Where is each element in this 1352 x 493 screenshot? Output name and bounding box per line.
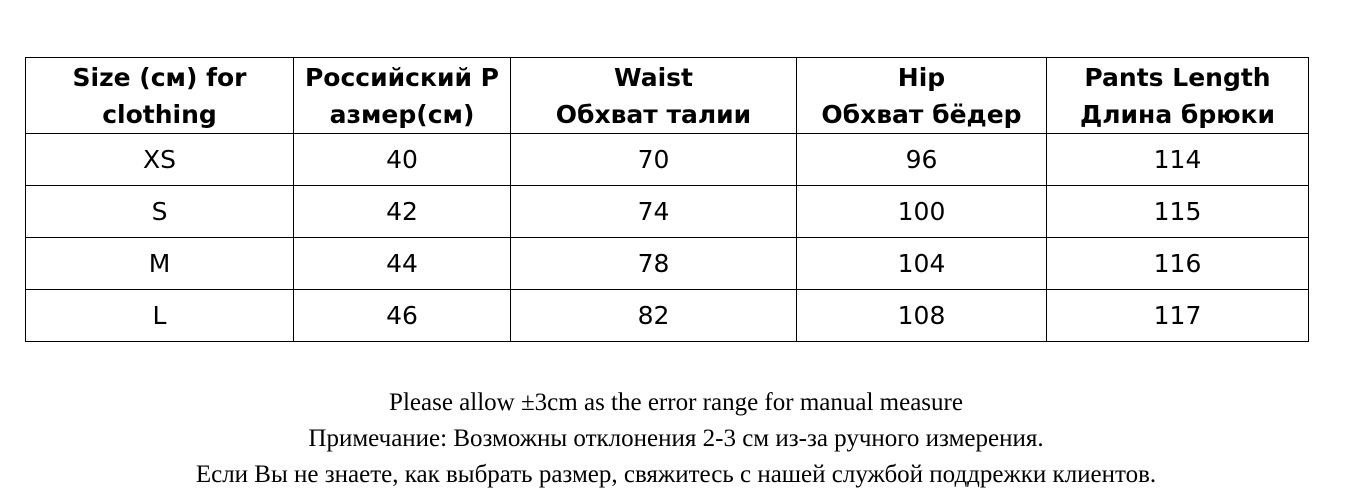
cell-russian-size: 42 <box>294 186 511 238</box>
table-row <box>26 134 1309 186</box>
header-line: Длина брюки <box>1079 99 1276 129</box>
cell-russian-size: 40 <box>294 134 511 186</box>
header-line: Waist <box>614 62 693 92</box>
cell-hip: 96 <box>797 134 1047 186</box>
cell-size: S <box>26 186 294 238</box>
cell-pants-length: 115 <box>1047 186 1309 238</box>
cell-size: XS <box>26 134 294 186</box>
header-pants-length <box>1047 58 1309 134</box>
header-waist <box>511 58 797 134</box>
header-line: Обхват бёдер <box>821 99 1022 129</box>
header-line: Российский Р <box>304 62 500 92</box>
table-row <box>26 186 1309 238</box>
note-deviation-ru: Примечание: Возможны отклонения 2-3 см из-за ручного измерения. <box>308 425 1044 452</box>
cell-pants-length: 114 <box>1047 134 1309 186</box>
header-line: Size (см) for <box>72 62 247 92</box>
header-line: Hip <box>897 62 946 92</box>
header-line: Pants Length <box>1084 62 1271 92</box>
cell-hip: 108 <box>797 290 1047 342</box>
cell-hip: 100 <box>797 186 1047 238</box>
cell-pants-length: 117 <box>1047 290 1309 342</box>
measurement-notes <box>0 385 1352 493</box>
header-line: Обхват талии <box>555 99 752 129</box>
table-row <box>26 238 1309 290</box>
header-hip <box>797 58 1047 134</box>
header-size-clothing <box>26 58 294 134</box>
header-line: азмер(см) <box>329 99 475 129</box>
cell-size: L <box>26 290 294 342</box>
cell-waist: 70 <box>511 134 797 186</box>
cell-waist: 74 <box>511 186 797 238</box>
header-line: clothing <box>102 99 217 129</box>
table-row <box>26 290 1309 342</box>
cell-size: M <box>26 238 294 290</box>
size-chart-table <box>25 57 1309 342</box>
cell-pants-length: 116 <box>1047 238 1309 290</box>
header-russian-size <box>294 58 511 134</box>
cell-waist: 78 <box>511 238 797 290</box>
note-error-range: Please allow ±3cm as the error range for manual measure <box>389 389 963 416</box>
cell-russian-size: 46 <box>294 290 511 342</box>
note-support-ru: Если Вы не знаете, как выбрать размер, свяжитесь с нашей службой поддрежки клиентов. <box>195 461 1157 488</box>
cell-waist: 82 <box>511 290 797 342</box>
cell-russian-size: 44 <box>294 238 511 290</box>
cell-hip: 104 <box>797 238 1047 290</box>
table-header-row <box>26 58 1309 134</box>
